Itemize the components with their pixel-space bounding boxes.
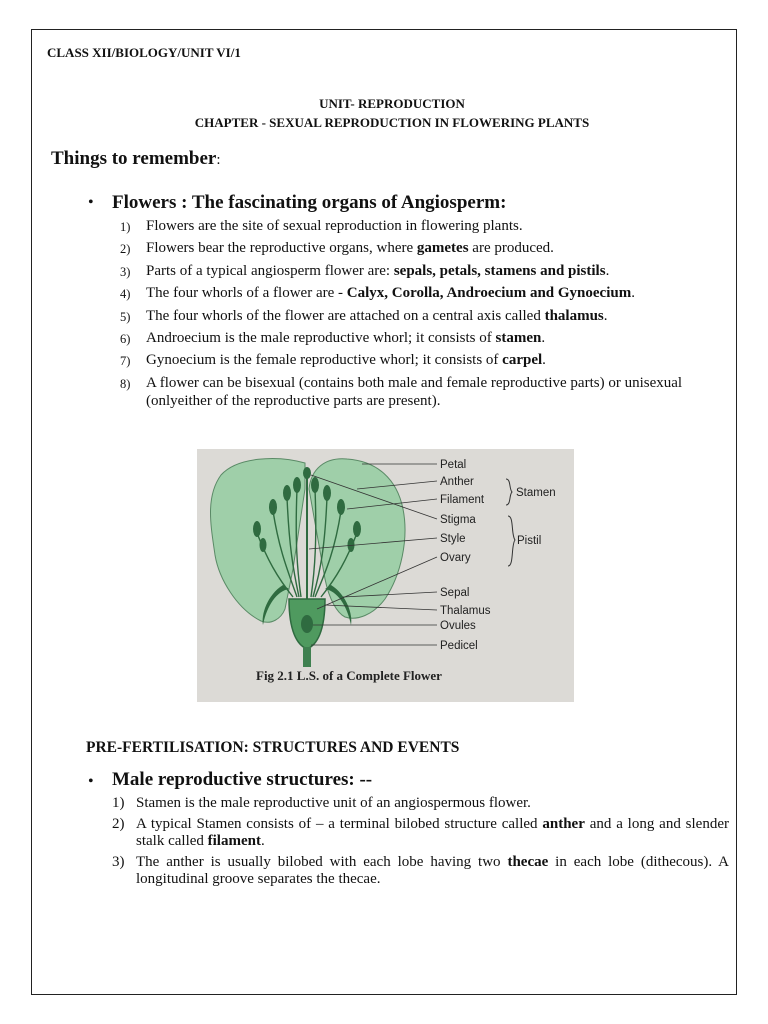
left-petal-shape [211, 459, 306, 623]
pre-fertilisation-heading: PRE-FERTILISATION: STRUCTURES AND EVENTS [86, 739, 460, 756]
item-bold-term: thecae [507, 854, 549, 870]
item-number: 1) [112, 795, 125, 811]
item-text: The anther is usually bilobed with each lobe having two [136, 854, 508, 870]
label-petal: Petal [440, 459, 467, 471]
things-colon: : [216, 152, 221, 168]
anther-shape [353, 521, 361, 537]
list-item [120, 284, 740, 302]
item-number: 7) [120, 354, 131, 369]
anther-shape [337, 499, 345, 515]
item-bold-term: anther [542, 816, 585, 832]
item-text: Flowers are the site of sexual reproduction in flowering plants. [146, 218, 523, 234]
anther-shape [323, 485, 331, 501]
list-item [120, 217, 740, 235]
pedicel-shape [303, 647, 311, 667]
flowers-heading: Flowers : The fascinating organs of Angiosperm: [112, 192, 507, 213]
item-number: 6) [120, 331, 131, 346]
item-number: 3) [120, 264, 131, 279]
stigma-shape [303, 467, 311, 479]
item-bold-term: carpel [502, 352, 543, 369]
list-item [112, 795, 729, 812]
anther-shape [269, 499, 277, 515]
label-sepal: Sepal [440, 587, 470, 599]
item-number: 1) [120, 220, 131, 234]
list-item [120, 351, 740, 369]
item-number: 8) [120, 376, 131, 391]
bullet-icon: • [88, 194, 94, 211]
male-bullet [88, 773, 94, 791]
things-to-remember-heading [51, 148, 221, 170]
figure-labels [440, 459, 556, 652]
bullet-icon: • [88, 773, 94, 790]
item-text: Androecium is the male reproductive whorl; it consists of [146, 329, 496, 346]
anther-shape [311, 477, 319, 493]
anther-shape [253, 521, 261, 537]
item-number: 3) [112, 854, 125, 870]
label-pedicel: Pedicel [440, 640, 478, 652]
item-text: Flowers bear the reproductive organs, where [146, 240, 417, 257]
item-text: The four whorls of a flower are - [146, 285, 347, 302]
ovule-shape [301, 615, 313, 633]
item-text: and a long and slender stalk called [136, 816, 729, 849]
label-ovules: Ovules [440, 620, 476, 632]
flower-diagram-svg [197, 449, 574, 702]
label-pistil: Pistil [517, 535, 542, 547]
flower-figure [197, 449, 574, 702]
unit-title: UNIT- REPRODUCTION [319, 96, 465, 111]
flowers-bullet [88, 194, 94, 212]
label-ovary: Ovary [440, 552, 471, 564]
pistil-brace [508, 516, 515, 566]
item-text: . [605, 262, 610, 279]
label-filament: Filament [440, 494, 485, 506]
item-number: 4) [120, 287, 131, 302]
item-bold-term: gametes [416, 240, 469, 257]
list-item [120, 307, 740, 325]
anther-shape [260, 538, 267, 552]
male-structures-heading: Male reproductive structures: -- [112, 769, 373, 790]
item-text: Stamen is the male reproductive unit of an angiospermous flower. [136, 795, 531, 811]
item-text: . [541, 329, 546, 346]
item-number: 2) [120, 242, 131, 257]
list-item [112, 854, 729, 888]
list-item [120, 374, 740, 410]
item-text: Parts of a typical angiosperm flower are: [146, 262, 394, 279]
label-style: Style [440, 533, 466, 545]
item-text: . [542, 352, 546, 369]
item-text: The four whorls of the flower are attached on a central axis called [146, 307, 545, 324]
male-points-list [112, 795, 729, 892]
anther-shape [283, 485, 291, 501]
item-text: in each lobe (dithecous). A longitudinal groove separates the thecae. [136, 854, 730, 887]
class-line: CLASS XII/BIOLOGY/UNIT VI/1 [47, 45, 241, 60]
item-text: . [603, 307, 608, 324]
list-item [120, 239, 740, 257]
item-text: A typical Stamen consists of – a terminal bilobed structure called [136, 816, 543, 832]
figure-caption: Fig 2.1 L.S. of a Complete Flower [256, 668, 442, 683]
list-item [120, 329, 740, 347]
item-bold-term: sepals, petals, stamens and pistils [393, 262, 606, 279]
item-bold-term: filament [207, 833, 261, 849]
list-item [120, 262, 740, 280]
stamen-brace [506, 479, 512, 505]
label-thalamus: Thalamus [440, 605, 491, 617]
list-item [112, 816, 729, 850]
things-title: Things to remember [51, 148, 217, 169]
anther-shape [293, 477, 301, 493]
item-bold-term: stamen [495, 329, 542, 346]
item-bold-term: Calyx, Corolla, Androecium and Gynoecium [346, 285, 632, 302]
flowers-points-list [120, 217, 740, 414]
label-stamen: Stamen [516, 487, 556, 499]
item-text: A flower can be bisexual (contains both male and female reproductive parts) or unisexual (onlyeither of the reproductive parts are present). [146, 374, 683, 409]
item-text: are produced. [468, 240, 554, 257]
label-stigma: Stigma [440, 514, 476, 526]
item-number: 2) [112, 816, 125, 832]
chapter-title: CHAPTER - SEXUAL REPRODUCTION IN FLOWERING PLANTS [194, 115, 590, 130]
item-bold-term: thalamus [544, 307, 604, 324]
item-text: Gynoecium is the female reproductive whorl; it consists of [146, 352, 503, 369]
label-anther: Anther [440, 476, 474, 488]
item-text: . [631, 285, 635, 302]
item-text: . [260, 833, 265, 849]
item-number: 5) [120, 309, 131, 324]
